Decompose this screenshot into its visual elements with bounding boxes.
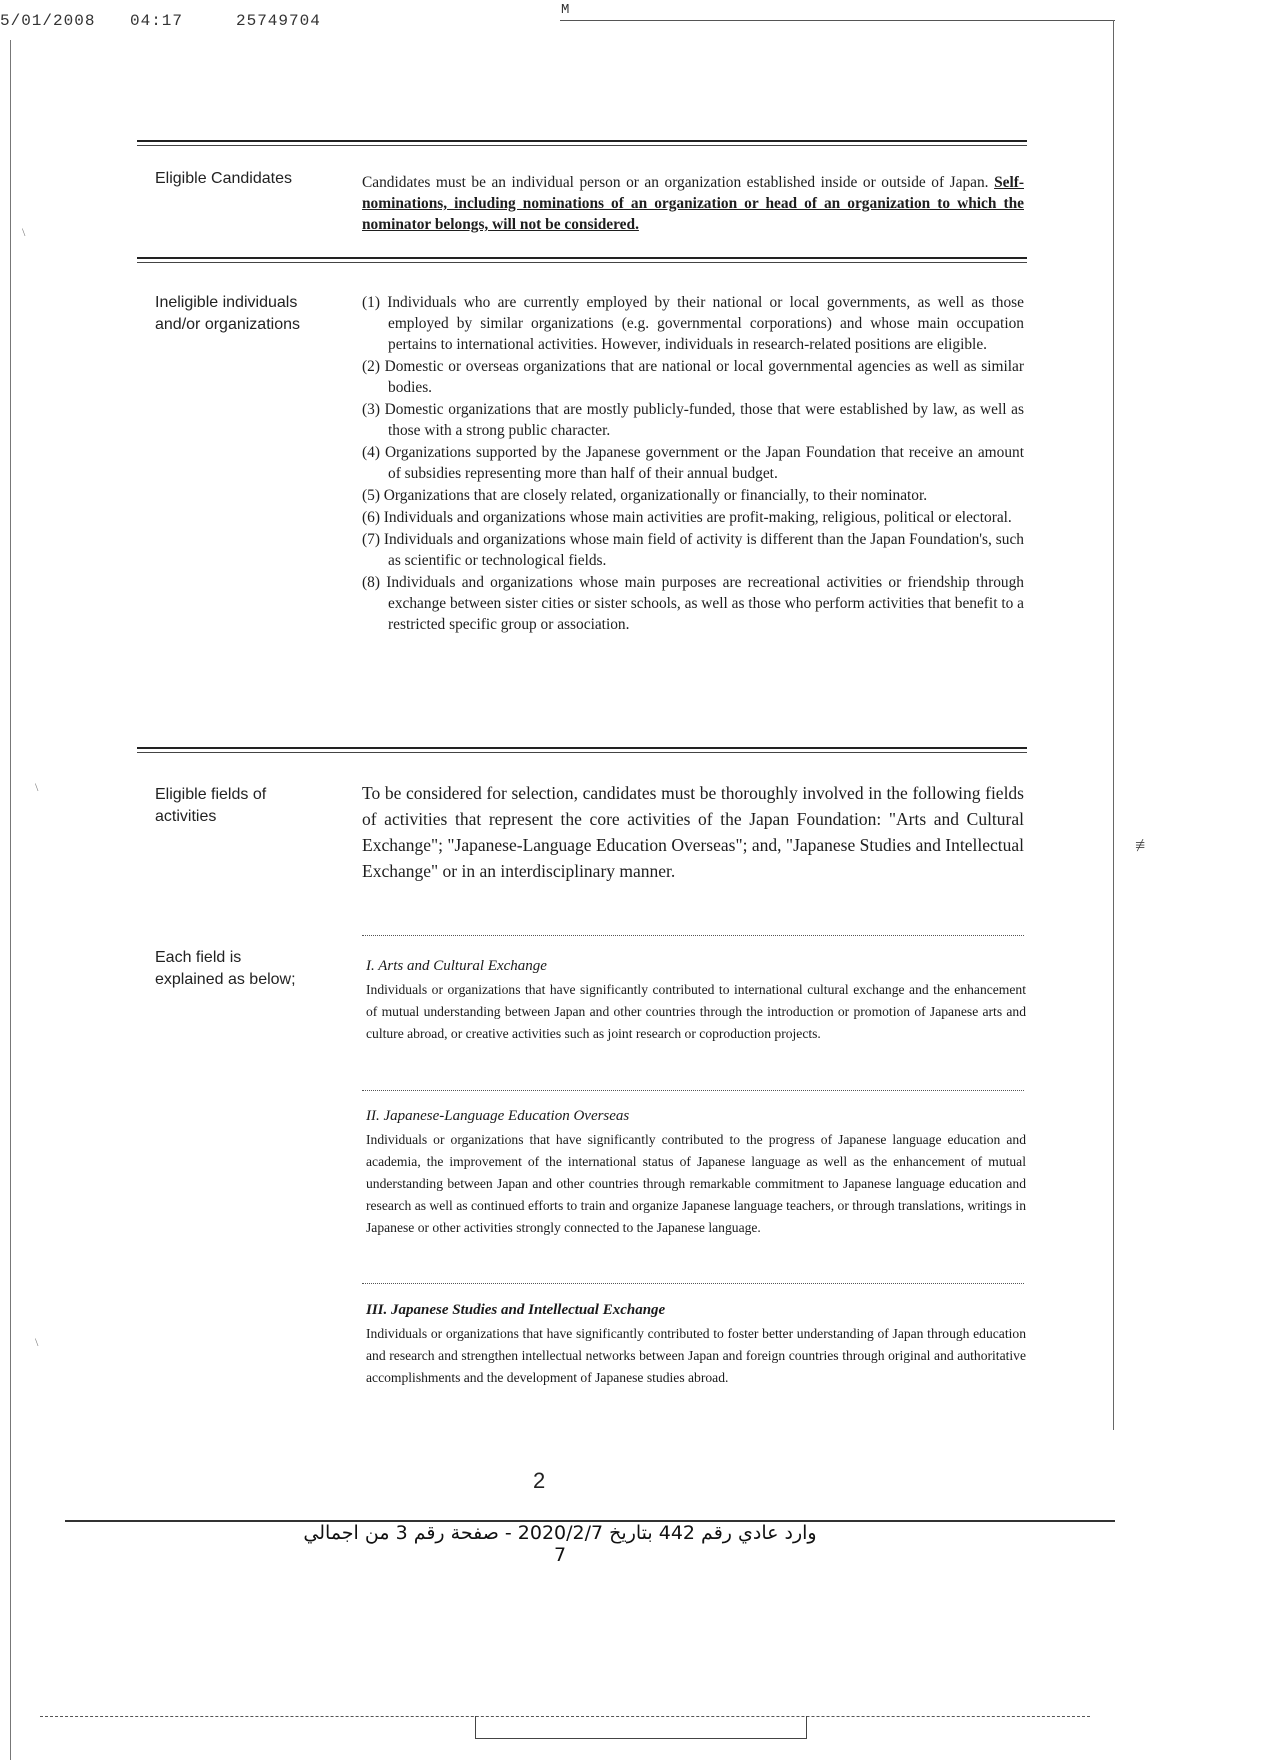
field-language [366, 1108, 1026, 1239]
arabic-stamp: وارد عادي رقم 442 بتاريخ 2020/2/7 - صفحة رقم 3 من اجمالي 7 [303, 1522, 817, 1566]
field-body: Individuals or organizations that have significantly contributed to foster better understanding of Japan through education and research and strengthen intellectual networks between Japan and foreign countries through original and authoritative accomplishments and the development of Japanese studies abroad. [366, 1326, 1026, 1385]
fax-number: 25749704 [236, 12, 321, 30]
field-title: II. Japanese-Language Education Overseas [366, 1108, 630, 1124]
ineligible-item: (8) Individuals and organizations whose main purposes are recreational activities or friendship through exchange between sister cities or sister schools, as well as those who perform activities that benefit to a restricted specific group or association. [362, 574, 1024, 633]
section-rule [137, 257, 1027, 263]
page-frame-left [10, 40, 11, 1760]
fax-date: 5/01/2008 [0, 12, 96, 30]
ineligible-list [362, 292, 1024, 635]
ineligible-item: (4) Organizations supported by the Japanese government or the Japan Foundation that receive an amount of subsidies representing more than half of their annual budget. [362, 444, 1024, 482]
section-rule [137, 747, 1027, 753]
ineligible-item: (3) Domestic organizations that are mostly publicly-funded, those that were established by law, as well as those with a strong public character. [362, 401, 1024, 439]
field-body: Individuals or organizations that have significantly contributed to international cultural exchange and the enhancement of mutual understanding between Japan and other countries through the introduction or promotion of Japanese arts and culture abroad, or creative activities such as joint research or coproduction projects. [366, 982, 1026, 1041]
field-body: Individuals or organizations that have significantly contributed to the progress of Japanese language education and academia, the improvement of the international status of Japanese language as well as the enhancement of mutual understanding between Japan and other countries through remarkable commitment to Japanese language education and research as well as continued efforts to train and organize Japanese language teachers, or through translations, writings in Japanese or other activities strongly connected to the Japanese language. [366, 1132, 1026, 1235]
eligible-fields-intro: To be considered for selection, candidates must be thoroughly involved in the following fields of activities that represent the core activities of the Japan Foundation: "Arts and Cultural Exchange"; "Japanese-Language Education Overseas"; and, "Japanese Studies and Intellectual Exchange" or in an interdisciplinary manner. [362, 783, 1024, 881]
eligible-fields-label-line2: activities [155, 808, 217, 825]
page-frame-top [560, 20, 1115, 21]
ineligible-item: (7) Individuals and organizations whose main field of activity is different than the Japan Foundation's, such as scientific or technological fields. [362, 531, 1024, 569]
ineligible-list-container [362, 292, 1024, 636]
ineligible-label [155, 292, 335, 336]
field-title: I. Arts and Cultural Exchange [366, 958, 547, 974]
eligible-candidates-text [362, 172, 1024, 235]
scan-speck: \ [22, 225, 26, 239]
scan-speck: ≢ [1135, 835, 1153, 855]
dotted-separator [362, 1090, 1024, 1091]
self-nomination-notice: Self-nominations, including nominations of an organization or head of an organization to which the nominator belongs, will not be considered. [362, 174, 1024, 233]
ineligible-label-line2: and/or organizations [155, 316, 300, 333]
fax-time: 04:17 [130, 12, 184, 30]
bottom-edge-tab [475, 1716, 807, 1739]
ineligible-item: (6) Individuals and organizations whose main activities are profit-making, religious, political or electoral. [362, 509, 1012, 526]
ineligible-item: (5) Organizations that are closely related, organizationally or financially, to their nominator. [362, 487, 928, 504]
page-frame-right [1113, 20, 1114, 1430]
fields-explained-line2: explained as below; [155, 971, 296, 988]
eligible-fields-label [155, 784, 335, 828]
field-studies [366, 1302, 1026, 1389]
ineligible-item: (2) Domestic or overseas organizations that are national or local governmental agencies as well as similar bodies. [362, 358, 1024, 396]
scan-speck: \ [35, 1335, 39, 1349]
fields-explained-label [155, 947, 335, 991]
ineligible-label-line1: Ineligible individuals [155, 294, 298, 311]
eligible-candidates-body: Candidates must be an individual person or an organization established inside or outside of Japan. [362, 174, 989, 191]
fields-explained-line1: Each field is [155, 949, 242, 966]
eligible-candidates-label: Eligible Candidates [155, 170, 292, 187]
field-title: III. Japanese Studies and Intellectual Exchange [366, 1302, 666, 1318]
ineligible-item: (1) Individuals who are currently employed by their national or local governments, as well as those employed by similar organizations (e.g. governmental corporations) and whose main occupation pertains to international activities. However, individuals in research-related positions are eligible. [362, 294, 1024, 353]
page-number: 2 [533, 1468, 546, 1493]
eligible-fields-label-line1: Eligible fields of [155, 786, 267, 803]
fax-mark: M [561, 2, 570, 18]
section-rule [137, 140, 1027, 146]
field-arts [366, 958, 1026, 1045]
dotted-separator [362, 935, 1024, 936]
scan-speck: \ [35, 780, 39, 794]
dotted-separator [362, 1283, 1024, 1284]
